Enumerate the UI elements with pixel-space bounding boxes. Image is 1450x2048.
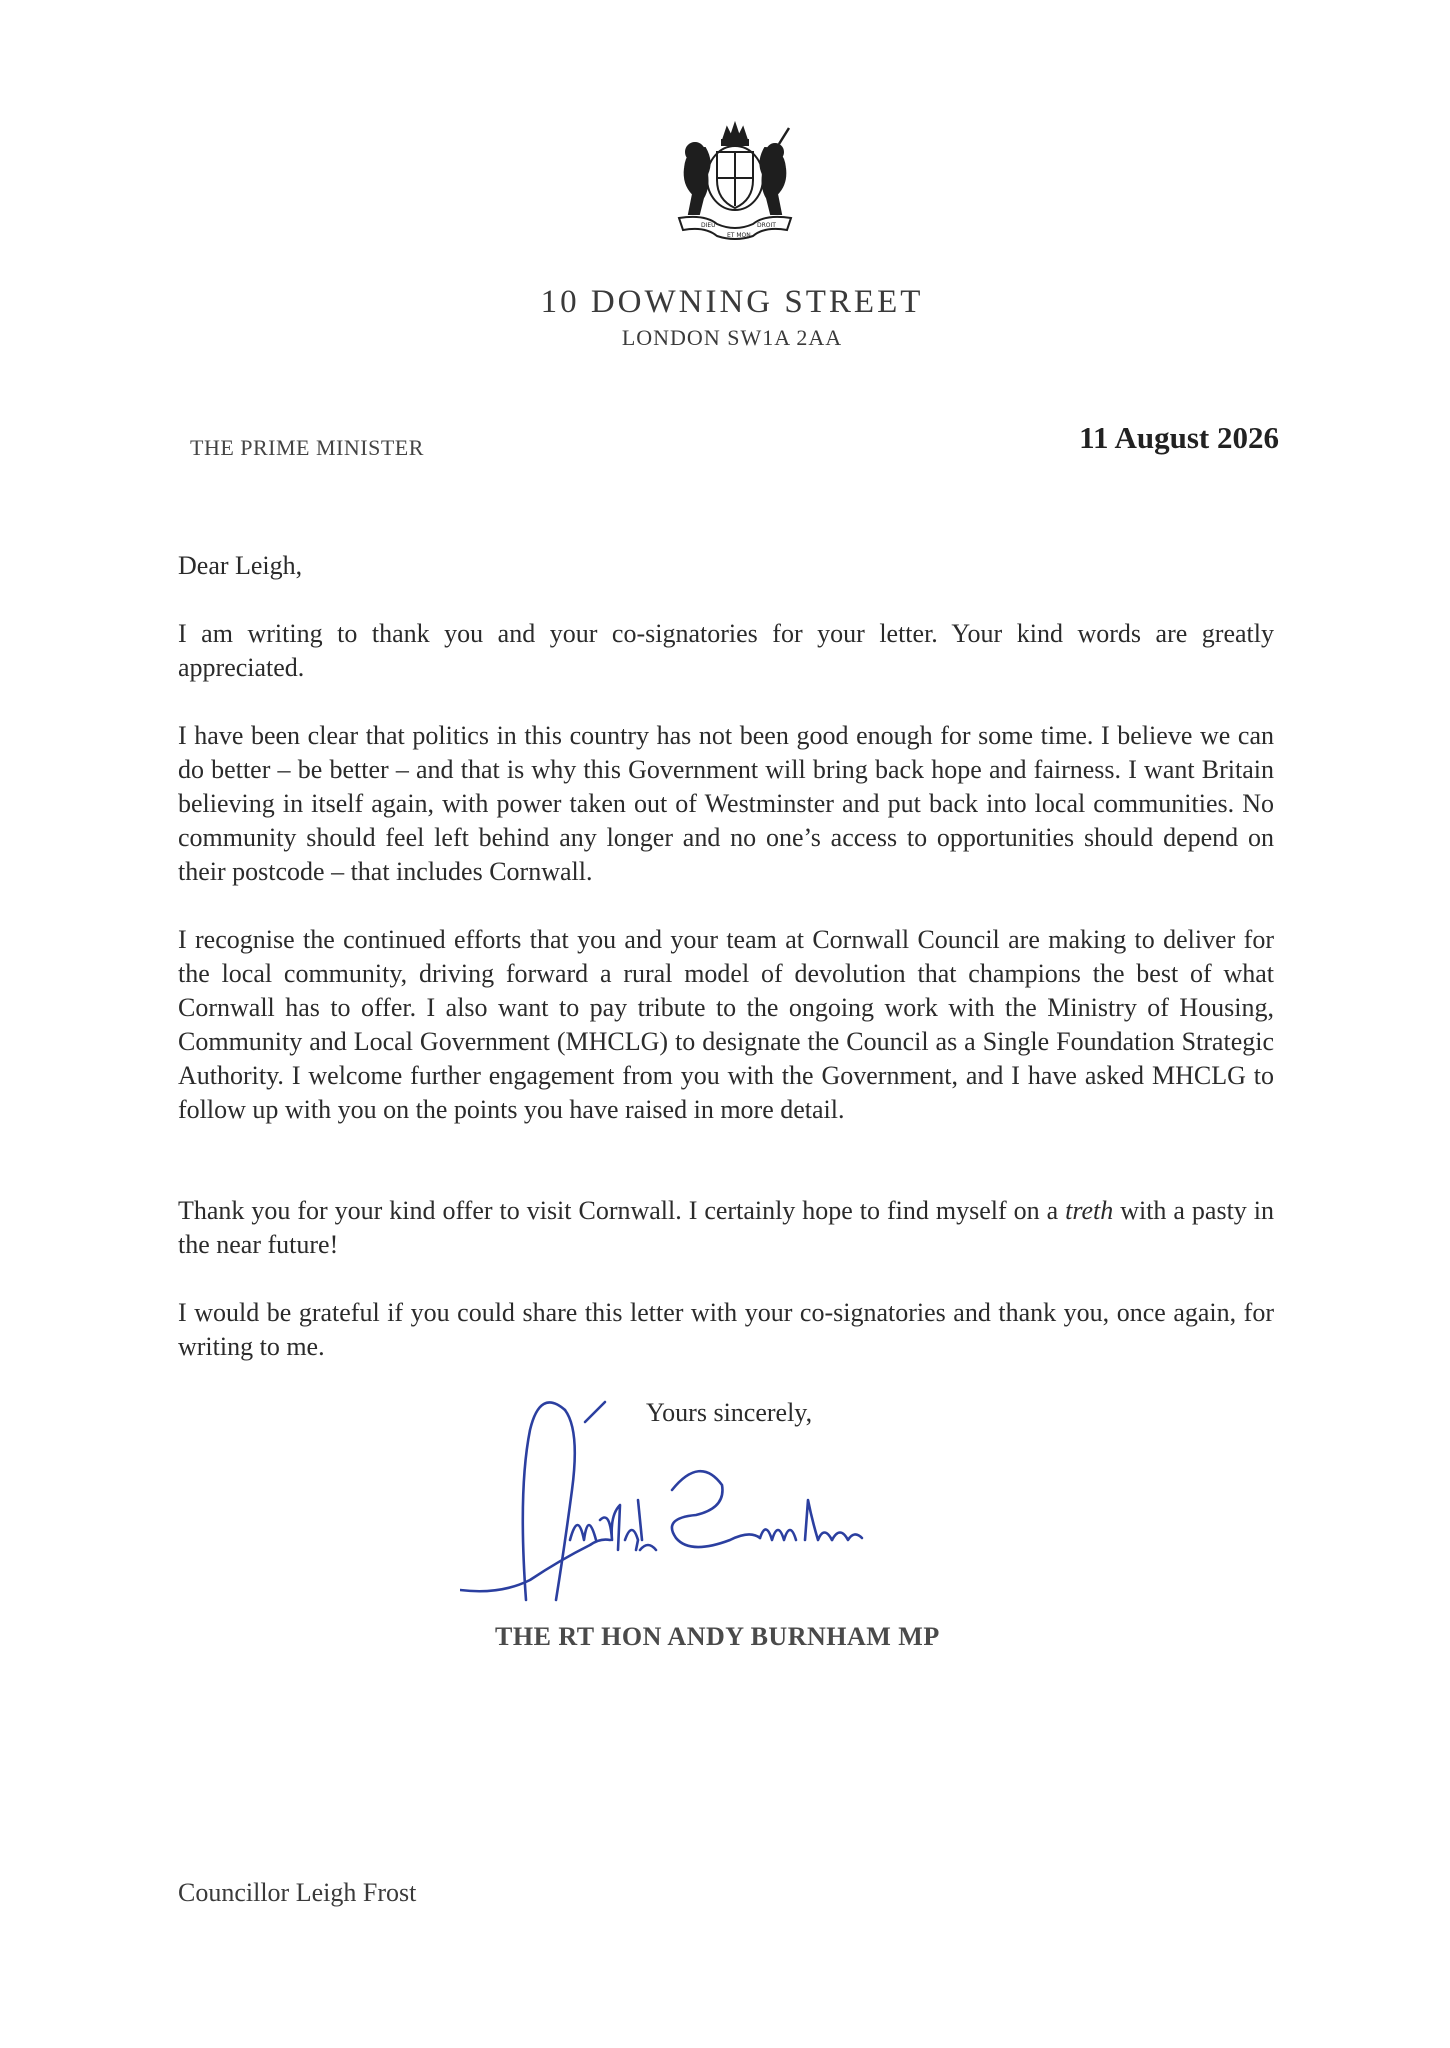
recipient-name: Councillor Leigh Frost (178, 1878, 417, 1907)
crest-motto-1: DIEU (701, 222, 716, 229)
letterhead-address-line2 (0, 325, 1450, 351)
sender-office: THE PRIME MINISTER (190, 435, 424, 460)
paragraph-4-start: Thank you for your kind offer to visit Cornwall. I certainly hope to find myself on a (178, 1196, 1066, 1225)
paragraph-2: I have been clear that politics in this country has not been good enough for some time. I believe we can do better – be better – and that is why this Government will bring back hope and fairness. I want Britain believing in itself again, with power taken out of Westminster and put back into local communities. No community should feel left behind any longer and no one’s access to opportunities should depend on their postcode – that includes Cornwall. (178, 721, 1274, 886)
crest-motto-2: ET MON (727, 232, 751, 239)
paragraph-3: I recognise the continued efforts that you and your team at Cornwall Council are making to deliver for the local community, driving forward a rural model of devolution that champions the best of what Cornwall has to offer. I also want to pay tribute to the ongoing work with the Ministry of Housing, Community and Local Government (MHCLG) to designate the Council as a Single Foundation Strategic Authority. I welcome further engagement from you with the Government, and I have asked MHCLG to follow up with you on the points you have raised in more detail. (178, 925, 1274, 1124)
royal-crest-icon (665, 118, 805, 243)
address-city: LONDON SW1A 2AA (621, 325, 843, 350)
handwritten-signature (460, 1390, 1050, 1630)
address-street: 10 DOWNING STREET (540, 284, 924, 320)
signer-name: THE RT HON ANDY BURNHAM MP (495, 1622, 940, 1651)
letter-date: 11 August 2026 (1079, 420, 1279, 455)
salutation: Dear Leigh, (178, 551, 303, 580)
crest-motto-3: DROIT (757, 222, 776, 229)
paragraph-4 (178, 1194, 1274, 1262)
paragraph-4-end: with a pasty in the near future! (178, 1196, 1275, 1259)
paragraph-5: I would be grateful if you could share this letter with your co-signatories and thank you, once again, for writing to me. (178, 1298, 1274, 1361)
paragraph-4-italic-word: treth (1065, 1196, 1114, 1225)
paragraph-1: I am writing to thank you and your co-signatories for your letter. Your kind words are greatly appreciated. (178, 619, 1274, 682)
closing: Yours sincerely, (646, 1398, 813, 1427)
letterhead-address-line1 (0, 284, 1450, 321)
